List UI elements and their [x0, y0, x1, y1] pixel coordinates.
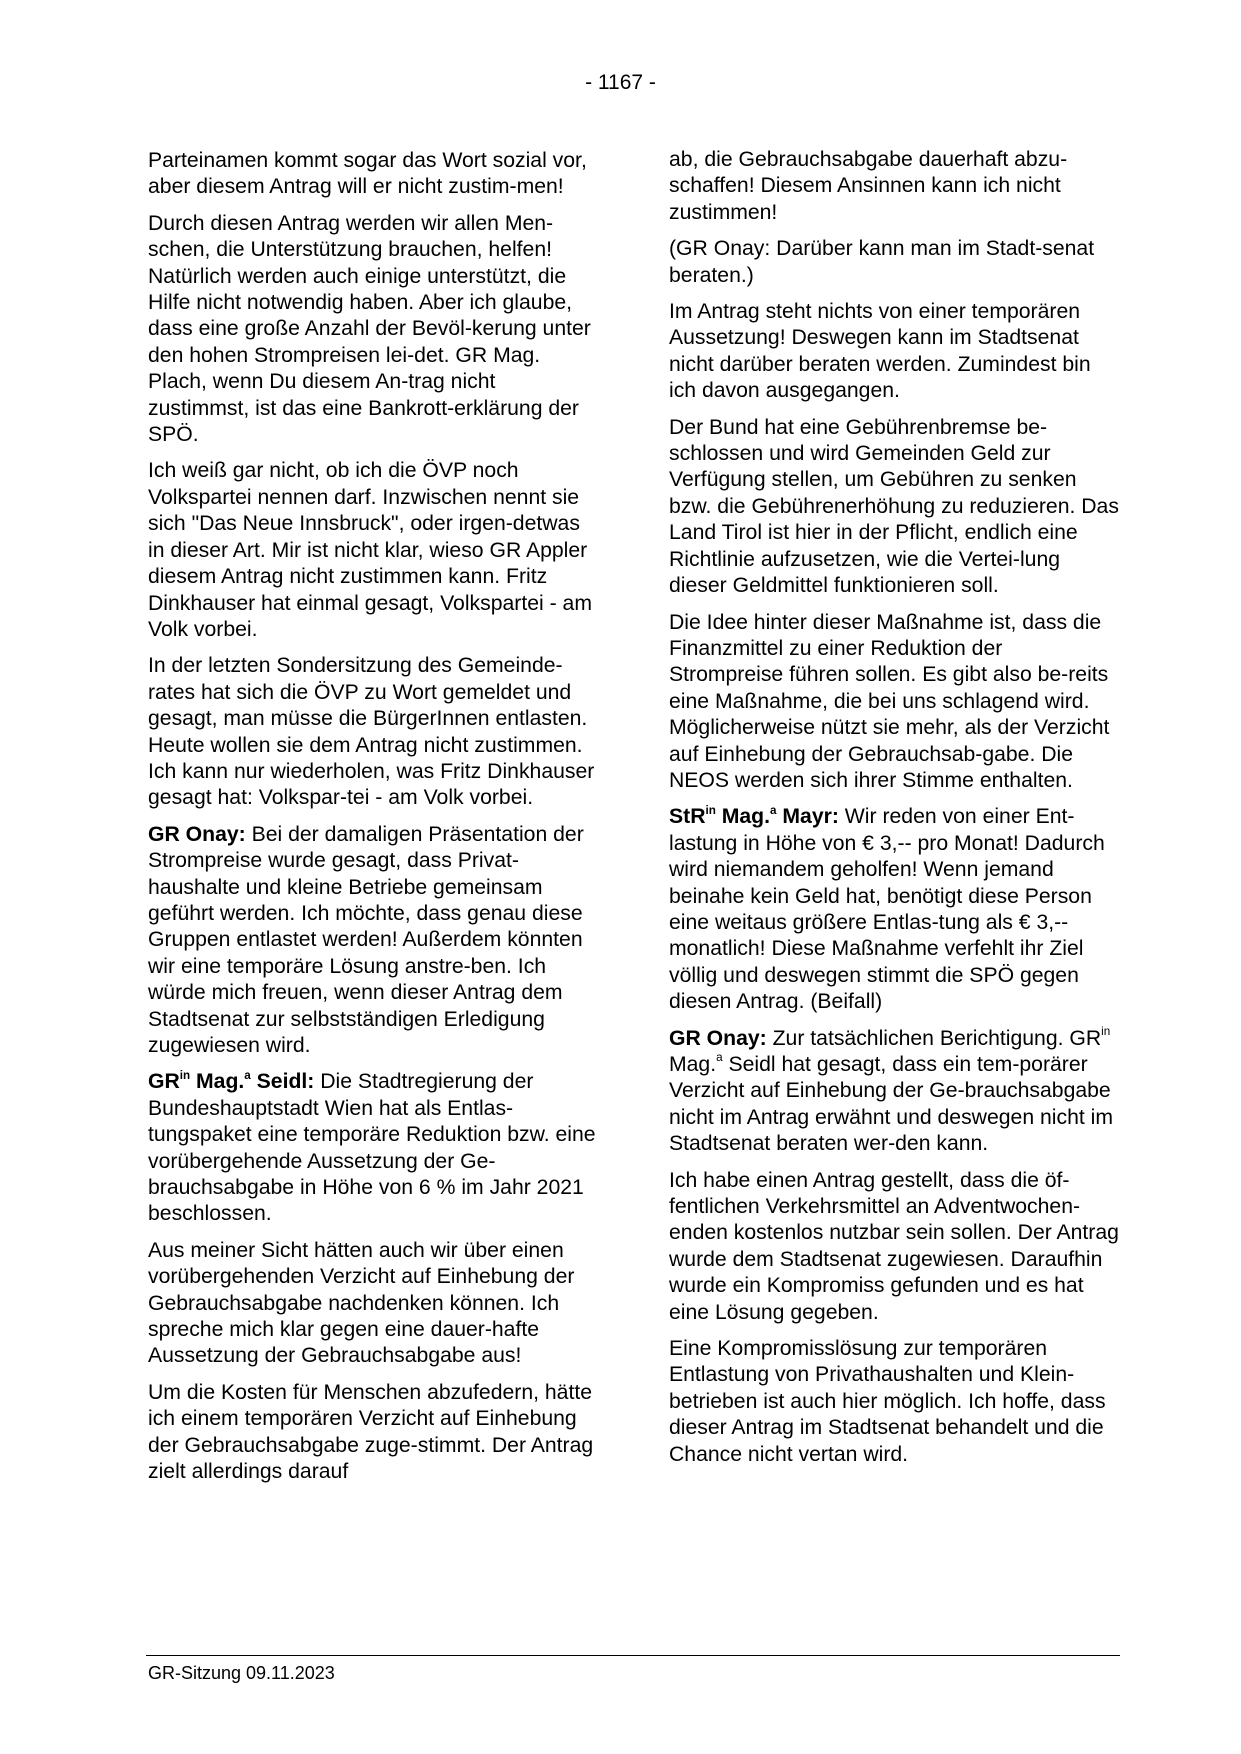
paragraph: [669, 804, 1121, 1015]
page-number: - 1167 -: [585, 71, 656, 94]
speaker-title: Mag.: [190, 1070, 245, 1094]
superscript: a: [770, 803, 777, 817]
footer-text: GR-Sitzung 09.11.2023: [148, 1663, 335, 1683]
speaker-title: StR: [669, 805, 706, 829]
paragraph: ab, die Gebrauchsabgabe dauerhaft abzu-schaffen! Diesem Ansinnen kann ich nicht zustimmen!: [669, 148, 1068, 224]
speaker-name: GR Onay:: [669, 1026, 767, 1050]
left-column: [148, 148, 600, 1496]
superscript: a: [716, 1051, 723, 1065]
speaker-name: GR Onay:: [148, 822, 246, 846]
paragraph: Ich weiß gar nicht, ob ich die ÖVP noch Volkspartei nennen darf. Inzwischen nennt sie sich "Das Neue Innsbruck", oder irgen-detwas in dieser Art. Mir ist nicht klar, wieso GR Appler diesem Antrag nicht zustimmen kann. Fritz Dinkhauser hat einmal gesagt, Volkspartei - am Volk vorbei.: [148, 459, 592, 641]
paragraph: Ich habe einen Antrag gestellt, dass die öf-fentlichen Verkehrsmittel an Adventwochen-enden kostenlos nutzbar sein sollen. Der Antrag wurde dem Stadtsenat zugewiesen. Daraufhin wurde ein Kompromiss gefunden und es hat eine Lösung gegeben.: [669, 1168, 1119, 1324]
speech-text: Die Stadtregierung der Bundeshauptstadt Wien hat als Entlas-tungspaket eine temporäre Reduktion bzw. eine vorübergehende Aussetzung der Ge-brauchsabgabe in Höhe von 6 % im Jahr 2021 beschlossen.: [148, 1070, 596, 1226]
paragraph: Die Idee hinter dieser Maßnahme ist, dass die Finanzmittel zu einer Reduktion der Strompreise führen sollen. Es gibt also be-reits eine Maßnahme, die bei uns schlagend wird. Möglicherweise nützt sie mehr, als der Verzicht auf Einhebung der Gebrauchsab-gabe. Die NEOS werden sich ihrer Stimme enthalten.: [669, 610, 1110, 792]
speaker-title: GR: [148, 1070, 180, 1094]
speaker-title: Mag.: [715, 805, 771, 829]
paragraph: (GR Onay: Darüber kann man im Stadt-senat beraten.): [669, 237, 1095, 287]
superscript: in: [1101, 1024, 1111, 1038]
speech-text: Zur tatsächlichen Berichtigung. GR: [766, 1026, 1102, 1050]
speaker-name: [669, 805, 839, 828]
footer-divider: [146, 1655, 1120, 1656]
paragraph: Parteinamen kommt sogar das Wort sozial vor, aber diesem Antrag will er nicht zustim-men!: [148, 149, 587, 199]
superscript: a: [244, 1068, 251, 1082]
superscript: in: [179, 1068, 191, 1082]
speaker-surname: Seidl:: [250, 1070, 315, 1094]
speech-text: Seidl hat gesagt, dass ein tem-porärer Verzicht auf Einhebung der Ge-brauchsabgabe nicht im Antrag erwähnt und deswegen nicht im Stadtsenat beraten wer-den kann.: [669, 1053, 1114, 1156]
speech-text: Mag.: [669, 1053, 717, 1076]
paragraph: Der Bund hat eine Gebührenbremse be-schlossen und wird Gemeinden Geld zur Verfügung stellen, um Gebühren zu senken bzw. die Gebührenerhöhung zu reduzieren. Das Land Tirol ist hier in der Pflicht, endlich eine Richtlinie aufzusetzen, wie die Vertei-lung dieser Geldmittel funktionieren soll.: [669, 415, 1119, 598]
superscript: in: [705, 803, 716, 817]
paragraph: Um die Kosten für Menschen abzufedern, hätte ich einem temporären Verzicht auf Einhebung der Gebrauchsabgabe zuge-stimmt. Der Antrag zielt allerdings darauf: [148, 1380, 594, 1484]
speaker-name: [148, 1070, 314, 1093]
speech-text: Bei der damaligen Präsentation der Strompreise wurde gesagt, dass Privat-haushalte und kleine Betriebe gemeinsam geführt werden. Ich möchte, dass genau diese Gruppen entlastet werden! Außerdem könnten wir eine temporäre Lösung anstre-ben. Ich würde mich freuen, wenn dieser Antrag dem Stadtsenat zur selbstständigen Erledigung zugewiesen wird.: [148, 822, 584, 1057]
paragraph: [148, 822, 600, 1060]
paragraph: Im Antrag steht nichts von einer temporären Aussetzung! Deswegen kann im Stadtsenat nicht darüber beraten werden. Zumindest bin ich davon ausgegangen.: [669, 300, 1091, 403]
paragraph: Durch diesen Antrag werden wir allen Men-schen, die Unterstützung brauchen, helfen! Natürlich werden auch einige unterstützt, die Hilfe nicht notwendig haben. Aber ich glaube, dass eine große Anzahl der Bevöl-kerung unter den hohen Strompreisen lei-det. GR Mag. Plach, wenn Du diesem An-trag nicht zustimmst, ist das eine Bankrott-erklärung der SPÖ.: [148, 211, 591, 447]
right-column: [669, 147, 1121, 1478]
speaker-surname: Mayr:: [776, 805, 839, 829]
paragraph: Eine Kompromisslösung zur temporären Entlastung von Privathaushalten und Klein-betrieben ist auch hier möglich. Ich hoffe, dass dieser Antrag im Stadtsenat behandelt und die Chance nicht vertan wird.: [669, 1337, 1106, 1466]
paragraph: [669, 1026, 1121, 1158]
paragraph: [148, 1069, 600, 1227]
paragraph: In der letzten Sondersitzung des Gemeinde-rates hat sich die ÖVP zu Wort gemeldet und gesagt, man müsse die BürgerInnen entlasten. Heute wollen sie dem Antrag nicht zustimmen. Ich kann nur wiederholen, was Fritz Dinkhauser gesagt hat: Volkspar-tei - am Volk vorbei.: [148, 654, 595, 810]
paragraph: Aus meiner Sicht hätten auch wir über einen vorübergehenden Verzicht auf Einhebung der Gebrauchsabgabe nachdenken können. Ich spreche mich klar gegen eine dauer-hafte Aussetzung der Gebrauchsabgabe aus!: [148, 1238, 575, 1368]
speech-text: Wir reden von einer Ent-lastung in Höhe von € 3,-- pro Monat! Dadurch wird niemandem geholfen! Wenn jemand beinahe kein Geld hat, benötigt diese Person eine weitaus größere Entlas-tung als € 3,-- monatlich! Diese Maßnahme verfehlt ihr Ziel völlig und deswegen stimmt die SPÖ gegen diesen Antrag. (Beifall): [669, 805, 1105, 1014]
